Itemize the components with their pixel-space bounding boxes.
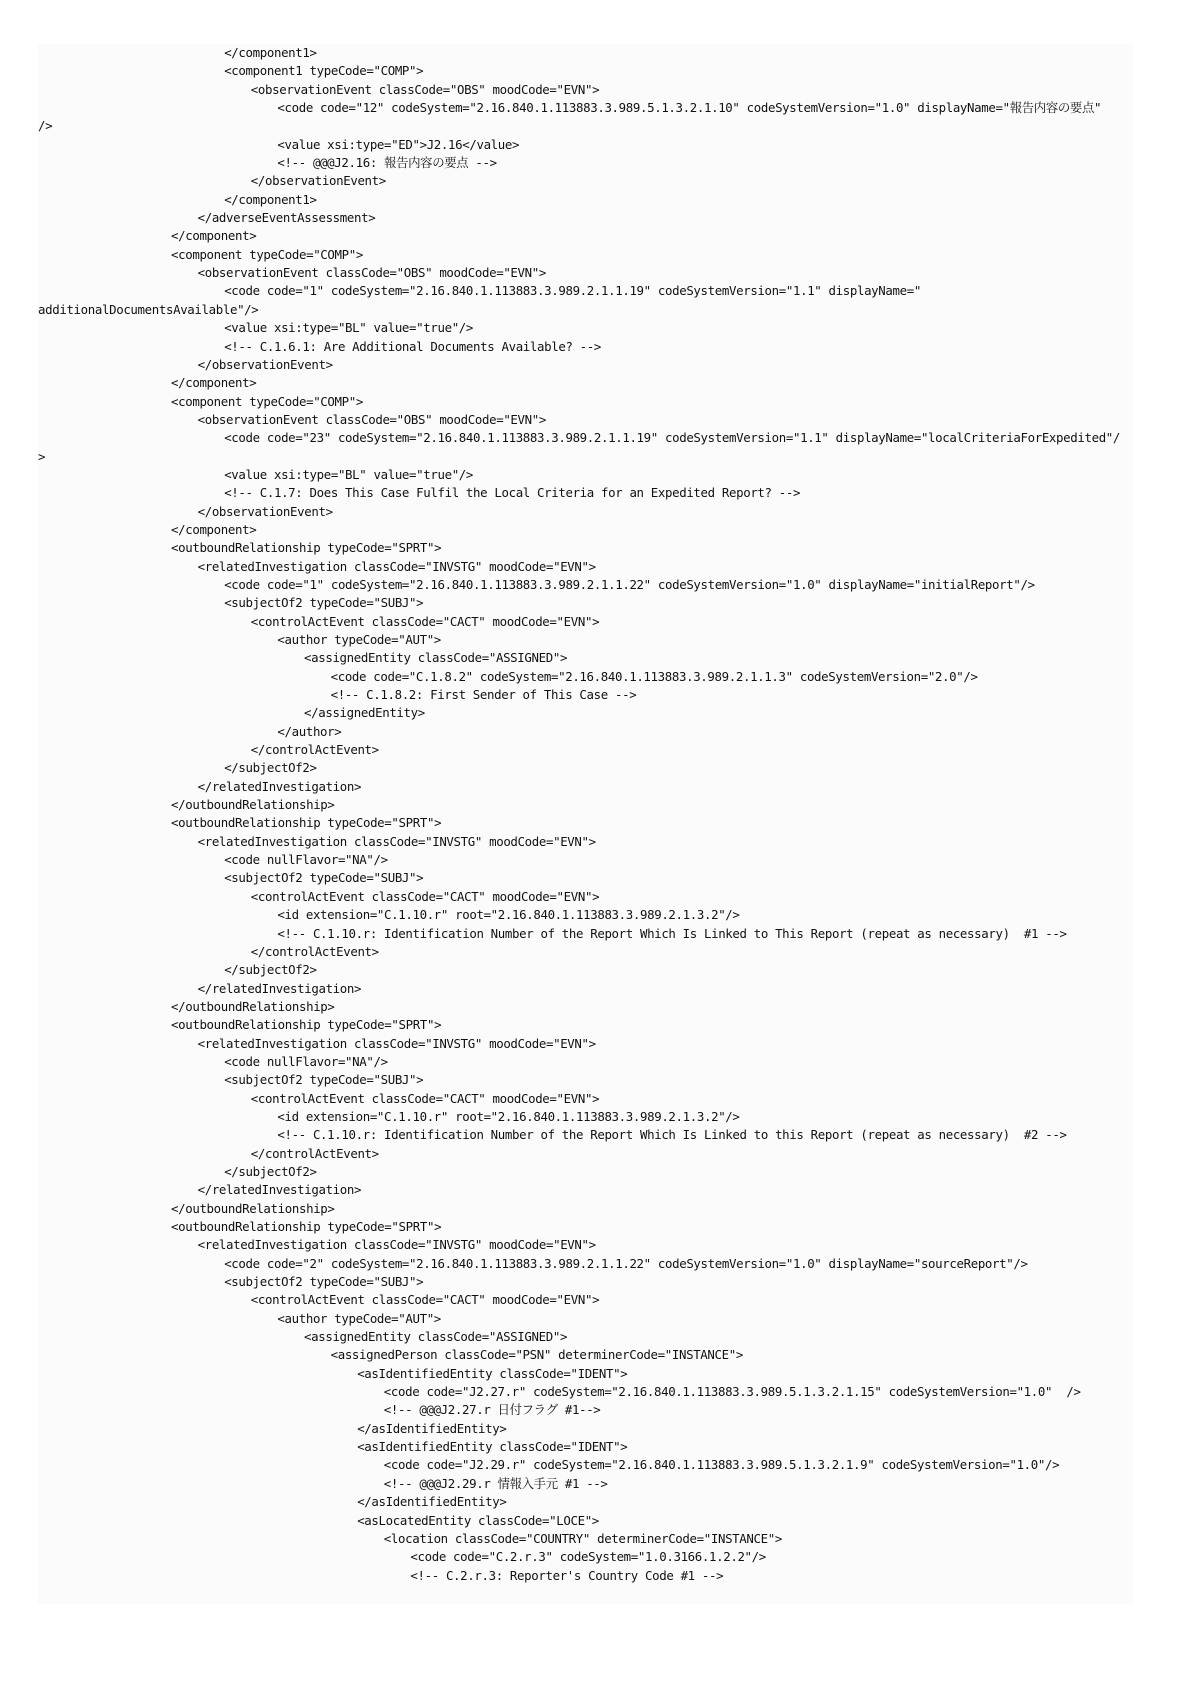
code-line: <outboundRelationship typeCode="SPRT"> xyxy=(171,815,442,831)
code-line: <code code="1" codeSystem="2.16.840.1.113883.3.989.2.1.1.19" codeSystemVersion="1.1" displayName=" xyxy=(224,283,921,299)
code-line: <outboundRelationship typeCode="SPRT"> xyxy=(171,540,442,556)
code-line: </adverseEventAssessment> xyxy=(197,210,376,226)
code-line: <subjectOf2 typeCode="SUBJ"> xyxy=(224,1274,424,1290)
code-line: <controlActEvent classCode="CACT" moodCode="EVN"> xyxy=(250,888,600,904)
code-line: <observationEvent classCode="OBS" moodCode="EVN"> xyxy=(197,265,546,281)
code-line: <!-- C.1.7: Does This Case Fulfil the Local Criteria for an Expedited Report? --> xyxy=(224,485,801,501)
code-line: </observationEvent> xyxy=(250,173,386,189)
code-line: </component> xyxy=(171,228,257,244)
code-line: </assignedEntity> xyxy=(304,705,425,721)
code-line: <assignedEntity classCode="ASSIGNED"> xyxy=(304,1329,568,1345)
code-line: <component typeCode="COMP"> xyxy=(171,393,363,409)
code-line: <!-- @@@J2.27.r 日付フラグ #1--> xyxy=(383,1402,601,1418)
code-line: <code code="C.2.r.3" codeSystem="1.0.3166.1.2.2"/> xyxy=(410,1549,766,1565)
code-line: <value xsi:type="ED">J2.16</value> xyxy=(277,136,520,152)
code-line: </observationEvent> xyxy=(197,503,333,519)
code-line: <code code="2" codeSystem="2.16.840.1.113883.3.989.2.1.1.22" codeSystemVersion="1.0" displayName="sourceReport"/> xyxy=(224,1255,1028,1271)
code-line: <author typeCode="AUT"> xyxy=(277,632,441,647)
code-line: <code nullFlavor="NA"/> xyxy=(224,852,388,868)
code-line: </outboundRelationship> xyxy=(171,797,335,813)
code-line: </controlActEvent> xyxy=(250,943,379,959)
code-line: <location classCode="COUNTRY" determinerCode="INSTANCE"> xyxy=(383,1530,782,1546)
code-line: <asLocatedEntity classCode="LOCE"> xyxy=(357,1512,599,1528)
code-line: <code code="1" codeSystem="2.16.840.1.113883.3.989.2.1.1.22" codeSystemVersion="1.0" displayName="initialReport"/> xyxy=(224,576,1035,592)
code-line: <outboundRelationship typeCode="SPRT"> xyxy=(171,1017,442,1033)
code-line: <code code="C.1.8.2" codeSystem="2.16.840.1.113883.3.989.2.1.1.3" codeSystemVersion="2.0"/> xyxy=(330,668,978,684)
code-line: <id extension="C.1.10.r" root="2.16.840.1.113883.3.989.2.1.3.2"/> xyxy=(277,1108,740,1124)
code-line: </subjectOf2> xyxy=(224,760,317,776)
code-line: <code code="23" codeSystem="2.16.840.1.113883.3.989.2.1.1.19" codeSystemVersion="1.1" displayName="localCriteriaForExpedited"/ xyxy=(224,430,1121,446)
code-line: <author typeCode="AUT"> xyxy=(277,1310,441,1326)
code-line: <controlActEvent classCode="CACT" moodCode="EVN"> xyxy=(250,1292,600,1308)
code-line: </asIdentifiedEntity> xyxy=(357,1494,507,1510)
code-line: <relatedInvestigation classCode="INVSTG" moodCode="EVN"> xyxy=(197,1035,596,1051)
code-line: additionalDocumentsAvailable"/> xyxy=(38,301,259,317)
code-line: </controlActEvent> xyxy=(250,1145,379,1161)
code-line: </asIdentifiedEntity> xyxy=(357,1420,507,1436)
code-line: <assignedPerson classCode="PSN" determinerCode="INSTANCE"> xyxy=(330,1347,743,1363)
code-line: </relatedInvestigation> xyxy=(197,980,362,996)
code-line: <controlActEvent classCode="CACT" moodCode="EVN"> xyxy=(250,1090,600,1106)
code-line: <asIdentifiedEntity classCode="IDENT"> xyxy=(357,1365,628,1381)
code-line: <!-- C.1.8.2: First Sender of This Case --> xyxy=(330,687,637,703)
code-line: <subjectOf2 typeCode="SUBJ"> xyxy=(224,870,424,886)
code-line: </subjectOf2> xyxy=(224,1163,317,1179)
code-line: </observationEvent> xyxy=(197,356,333,372)
code-line: <value xsi:type="BL" value="true"/> xyxy=(224,320,474,336)
code-line: <!-- C.1.10.r: Identification Number of the Report Which Is Linked to This Report (repeat as necessary) #1 --> xyxy=(277,925,1067,941)
code-line: <id extension="C.1.10.r" root="2.16.840.1.113883.3.989.2.1.3.2"/> xyxy=(277,907,740,923)
code-line: </controlActEvent> xyxy=(250,742,379,758)
xml-listing xyxy=(38,44,1148,1585)
code-line: <!-- @@@J2.16: 報告内容の要点 --> xyxy=(277,155,497,171)
code-line: </subjectOf2> xyxy=(224,962,317,978)
code-line: <relatedInvestigation classCode="INVSTG" moodCode="EVN"> xyxy=(197,1237,596,1253)
code-line: <component1 typeCode="COMP"> xyxy=(224,63,424,79)
code-line: </component1> xyxy=(224,45,317,60)
code-line: <code code="J2.29.r" codeSystem="2.16.840.1.113883.3.989.5.1.3.2.1.9" codeSystemVersion="1.0"/> xyxy=(383,1457,1060,1473)
code-line: <controlActEvent classCode="CACT" moodCode="EVN"> xyxy=(250,613,600,629)
code-line: </component> xyxy=(171,521,257,537)
code-line: <assignedEntity classCode="ASSIGNED"> xyxy=(304,650,568,666)
code-line: </outboundRelationship> xyxy=(171,1200,335,1216)
code-line: </author> xyxy=(277,723,342,739)
code-line: <code nullFlavor="NA"/> xyxy=(224,1053,388,1069)
code-line: <!-- C.2.r.3: Reporter's Country Code #1 --> xyxy=(410,1567,724,1583)
code-line: <code code="12" codeSystem="2.16.840.1.113883.3.989.5.1.3.2.1.10" codeSystemVersion="1.0" displayName="報告内容の要点" xyxy=(277,100,1102,116)
code-line: /> xyxy=(38,118,53,134)
code-line: <observationEvent classCode="OBS" moodCode="EVN"> xyxy=(250,81,600,97)
code-line: </component> xyxy=(171,375,257,391)
code-line: <!-- @@@J2.29.r 情報入手元 #1 --> xyxy=(383,1475,608,1491)
code-line: <value xsi:type="BL" value="true"/> xyxy=(224,466,474,482)
code-line: <!-- C.1.6.1: Are Additional Documents Available? --> xyxy=(224,338,602,354)
code-line: <!-- C.1.10.r: Identification Number of the Report Which Is Linked to this Report (repeat as necessary) #2 --> xyxy=(277,1127,1067,1143)
code-line: > xyxy=(38,448,46,464)
code-line: <relatedInvestigation classCode="INVSTG" moodCode="EVN"> xyxy=(197,833,596,849)
code-line: </relatedInvestigation> xyxy=(197,778,362,794)
code-line: </component1> xyxy=(224,191,317,207)
code-line: <relatedInvestigation classCode="INVSTG" moodCode="EVN"> xyxy=(197,558,596,574)
code-line: <observationEvent classCode="OBS" moodCode="EVN"> xyxy=(197,411,546,427)
code-line: <asIdentifiedEntity classCode="IDENT"> xyxy=(357,1439,628,1455)
code-line: <outboundRelationship typeCode="SPRT"> xyxy=(171,1219,442,1234)
code-line: <component typeCode="COMP"> xyxy=(171,246,363,262)
code-line: <subjectOf2 typeCode="SUBJ"> xyxy=(224,1072,424,1088)
code-line: <subjectOf2 typeCode="SUBJ"> xyxy=(224,595,424,611)
code-line: <code code="J2.27.r" codeSystem="2.16.840.1.113883.3.989.5.1.3.2.1.15" codeSystemVersion="1.0" /> xyxy=(383,1384,1081,1400)
code-line: </outboundRelationship> xyxy=(171,998,335,1014)
code-line: </relatedInvestigation> xyxy=(197,1182,362,1198)
